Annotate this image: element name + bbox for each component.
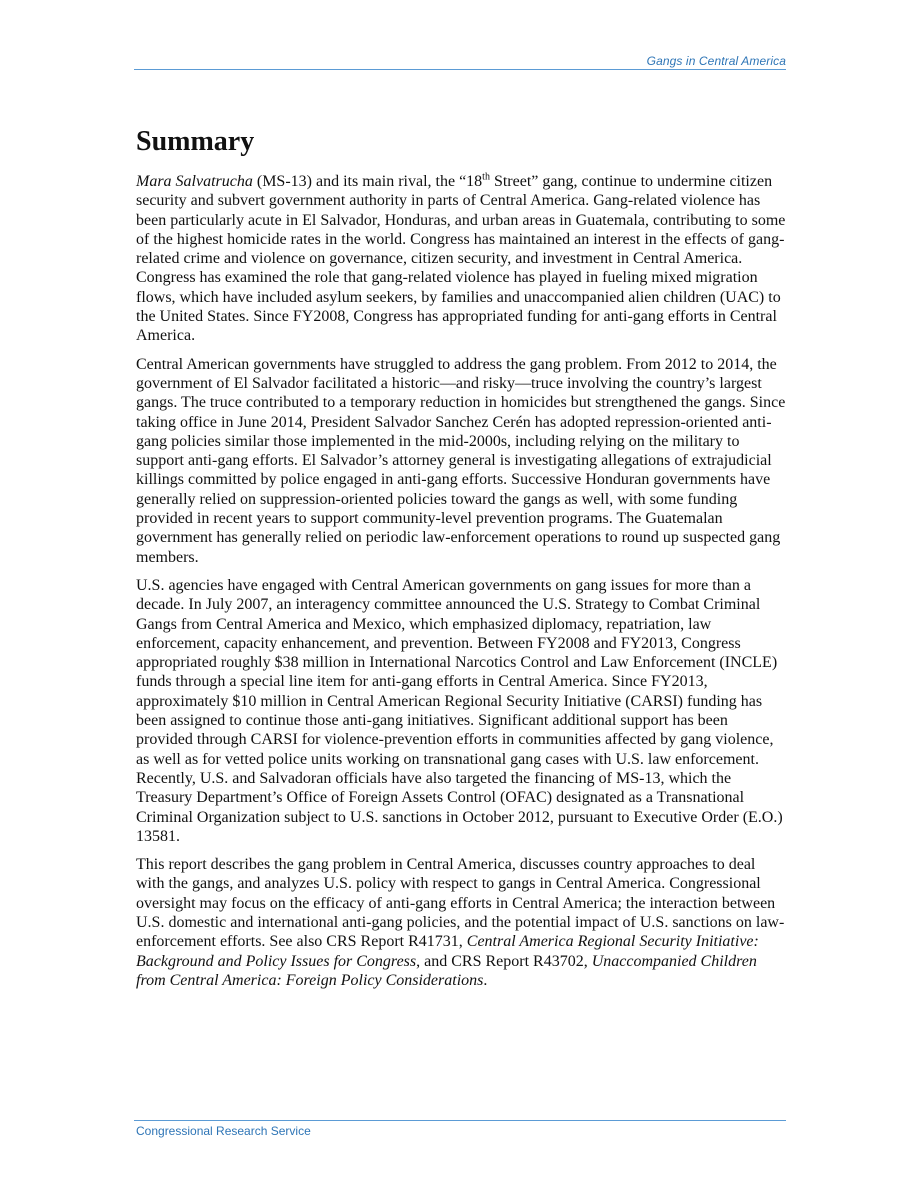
summary-paragraph-1: [136, 172, 786, 346]
summary-section: [136, 124, 786, 999]
paragraph-4-text-b: , and CRS Report R43702,: [416, 952, 592, 970]
summary-paragraph-3: U.S. agencies have engaged with Central American governments on gang issues for more than a decade. In July 2007, an interagency committee announced the U.S. Strategy to Combat Criminal Gangs from Central America and Mexico, which emphasized diplomacy, repatriation, law enforcement, capacity enhancement, and prevention. Between FY2008 and FY2013, Congress appropriated roughly $38 million in International Narcotics Control and Law Enforcement (INCLE) funds through a special line item for anti-gang efforts in Central America. Since FY2013, approximately $10 million in Central American Regional Security Initiative (CARSI) funding has been assigned to continue those anti-gang initiatives. Significant additional support has been provided through CARSI for violence-prevention efforts in communities affected by gang violence, as well as for vetted police units working on transnational gang cases with U.S. law enforcement. Recently, U.S. and Salvadoran officials have also targeted the financing of MS-13, which the Treasury Department’s Office of Foreign Assets Control (OFAC) designated as a Transnational Criminal Organization subject to U.S. sanctions in October 2012, pursuant to Executive Order (E.O.) 13581.: [136, 576, 783, 845]
summary-paragraph-2: Central American governments have struggled to address the gang problem. From 2012 to 2014, the government of El Salvador facilitated a historic—and risky—truce involving the country’s largest gangs. The truce contributed to a temporary reduction in homicides but strengthened the gangs. Since taking office in June 2014, President Salvador Sanchez Cerén has adopted repression-oriented anti-gang policies similar those implemented in the mid-2000s, including relying on the military to support anti-gang efforts. El Salvador’s attorney general is investigating allegations of extrajudicial killings committed by police engaged in anti-gang efforts. Successive Honduran governments have generally relied on suppression-oriented policies toward the gangs as well, with some funding provided in recent years to support community-level prevention programs. The Guatemalan government has generally relied on periodic law-enforcement operations to round up suspected gang members.: [136, 355, 786, 566]
paragraph-1-text-a: (MS-13) and its main rival, the “18: [252, 173, 483, 190]
paragraph-4-text-a: This report describes the gang problem in Central America, discusses country approaches to deal with the gangs, and analyzes U.S. policy with respect to gangs in Central America. Congressional oversight may focus on the efficacy of anti-gang efforts in Central America; the interaction between U.S. domestic and international anti-gang policies, and the potential impact of U.S. sanctions on law-enforcement efforts. See also CRS Report R41731,: [136, 856, 785, 951]
paragraph-1-text-b: Street” gang, continue to undermine citizen security and subvert government authority in parts of Central America. Gang-related violence has been particularly acute in El Salvador, Honduras, and urban areas in Guatemala, contributing to some of the highest homicide rates in the world. Congress has maintained an interest in the effects of gang-related crime and violence on governance, citizen security, and investment in Central America. Congress has examined the role that gang-related violence has played in fueling mixed migration flows, which have included asylum seekers, by families and unaccompanied alien children (UAC) to the United States. Since FY2008, Congress has appropriated funding for anti-gang efforts in Central America.: [136, 173, 786, 345]
summary-paragraph-4: [136, 855, 786, 990]
report-title-carsi: Central America Regional Security Initiative: Background and Policy Issues for Congress: [136, 933, 759, 970]
section-heading: Summary: [136, 126, 255, 157]
italic-gang-name: Mara Salvatrucha: [136, 173, 253, 190]
paragraph-1-opening: [136, 173, 785, 344]
report-title-unaccompanied-children: Unaccompanied Children from Central America: Foreign Policy Considerations: [136, 952, 757, 989]
paragraph-4-text-c: .: [483, 971, 488, 989]
footer-divider: [134, 1120, 786, 1121]
ordinal-superscript: th: [482, 171, 490, 183]
header-divider: [134, 69, 786, 70]
footer-organization: Congressional Research Service: [136, 1124, 311, 1138]
running-header-title: Gangs in Central America: [646, 54, 786, 68]
